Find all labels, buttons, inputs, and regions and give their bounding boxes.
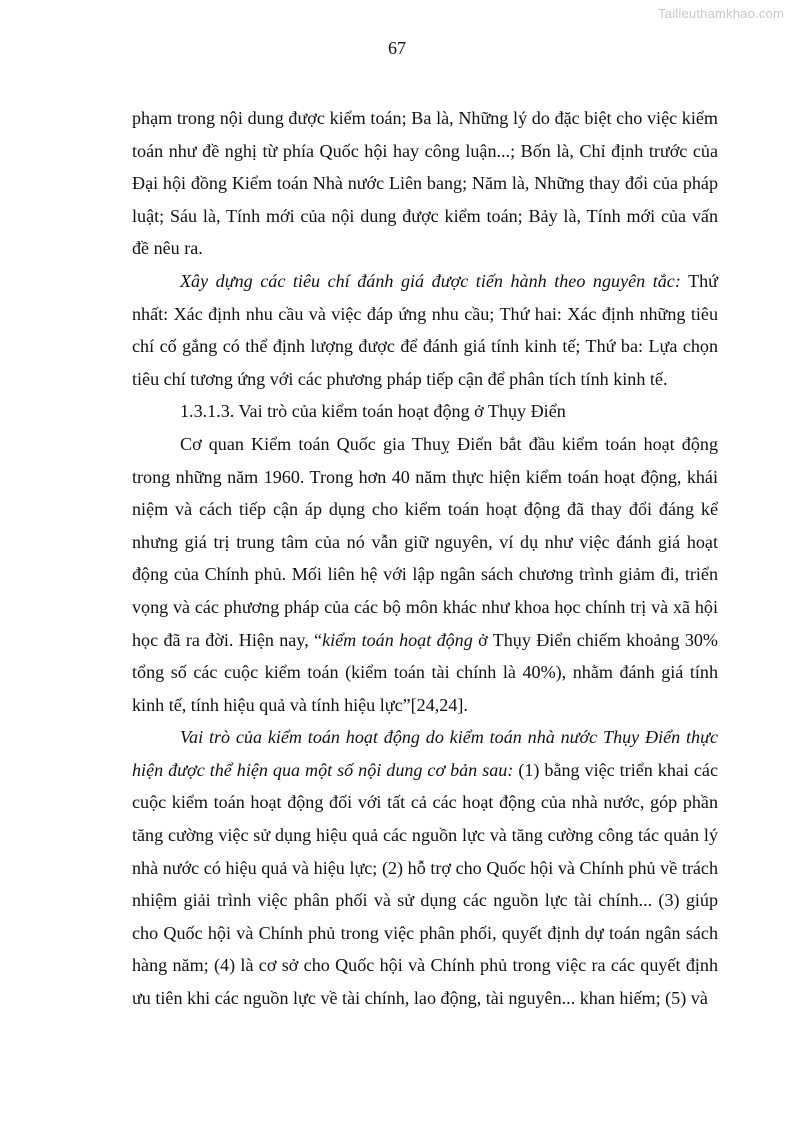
section-heading: 1.3.1.3. Vai trò của kiểm toán hoạt động ở Thụy Điển <box>180 401 566 422</box>
document-body <box>132 102 718 1015</box>
paragraph-criteria <box>132 265 718 395</box>
italic-lead: Vai trò của kiểm toán hoạt động do kiểm toán nhà nước Thụy Điển thực hiện được thể hiện qua một số nội dung cơ bản sau: <box>132 727 718 780</box>
paragraph-continuation <box>132 102 718 265</box>
watermark: Tailieuthamkhao.com <box>658 6 784 21</box>
paragraph-text: ở Thụy Điển chiếm khoảng 30% tổng số các cuộc kiểm toán (kiểm toán tài chính là 40%), nhằm đánh giá tính kinh tế, tính hiệu quả và tính hiệu lực”[24,24]. <box>132 629 718 715</box>
paragraph-sweden-intro <box>132 428 718 721</box>
paragraph-text: Cơ quan Kiểm toán Quốc gia Thuỵ Điển bắt đầu kiểm toán hoạt động trong những năm 1960. Trong hơn 40 năm thực hiện kiểm toán hoạt động, khái niệm và cách tiếp cận áp dụng cho kiểm toán hoạt động đã thay đổi đáng kể nhưng giá trị trung tâm của nó vẫn giữ nguyên, ví dụ như việc đánh giá hoạt động của Chính phủ. Mối liên hệ với lập ngân sách chương trình giảm đi, triển vọng và các phương pháp của các bộ môn khác như khoa học chính trị và xã hội học đã ra đời. Hiện nay, “ <box>132 433 718 650</box>
paragraph-text: (1) bằng việc triển khai các cuộc kiểm toán hoạt động đối với tất cả các hoạt động của nhà nước, góp phần tăng cường việc sử dụng hiệu quả các nguồn lực và tăng cường công tác quản lý nhà nước có hiệu quả và hiệu lực; (2) hỗ trợ cho Quốc hội và Chính phủ về trách nhiệm giải trình việc phân phối và sử dụng các nguồn lực tài chính... (3) giúp cho Quốc hội và Chính phủ trong việc phân phối, quyết định dự toán ngân sách hàng năm; (4) là cơ sở cho Quốc hội và Chính phủ trong việc ra các quyết định ưu tiên khi các nguồn lực về tài chính, lao động, tài nguyên... khan hiếm; (5) và <box>132 759 718 1009</box>
paragraph-text: Thứ nhất: Xác định nhu cầu và việc đáp ứng nhu cầu; Thứ hai: Xác định những tiêu chí cố gắng có thể định lượng được để đánh giá tính kinh tế; Thứ ba: Lựa chọn tiêu chí tương ứng với các phương pháp tiếp cận để phân tích tính kinh tế. <box>132 270 718 389</box>
paragraph-text: phạm trong nội dung được kiểm toán; Ba là, Những lý do đặc biệt cho việc kiểm toán như đề nghị từ phía Quốc hội hay công luận...; Bốn là, Chỉ định trước của Đại hội đồng Kiểm toán Nhà nước Liên bang; Năm là, Những thay đổi của pháp luật; Sáu là, Tính mới của nội dung được kiểm toán; Bảy là, Tính mới của vấn đề nêu ra. <box>132 108 718 259</box>
italic-term: kiểm toán hoạt động <box>322 629 473 650</box>
page-number: 67 <box>388 38 406 58</box>
paragraph-role <box>132 721 718 1014</box>
italic-lead: Xây dựng các tiêu chí đánh giá được tiến hành theo nguyên tắc: <box>180 270 681 291</box>
